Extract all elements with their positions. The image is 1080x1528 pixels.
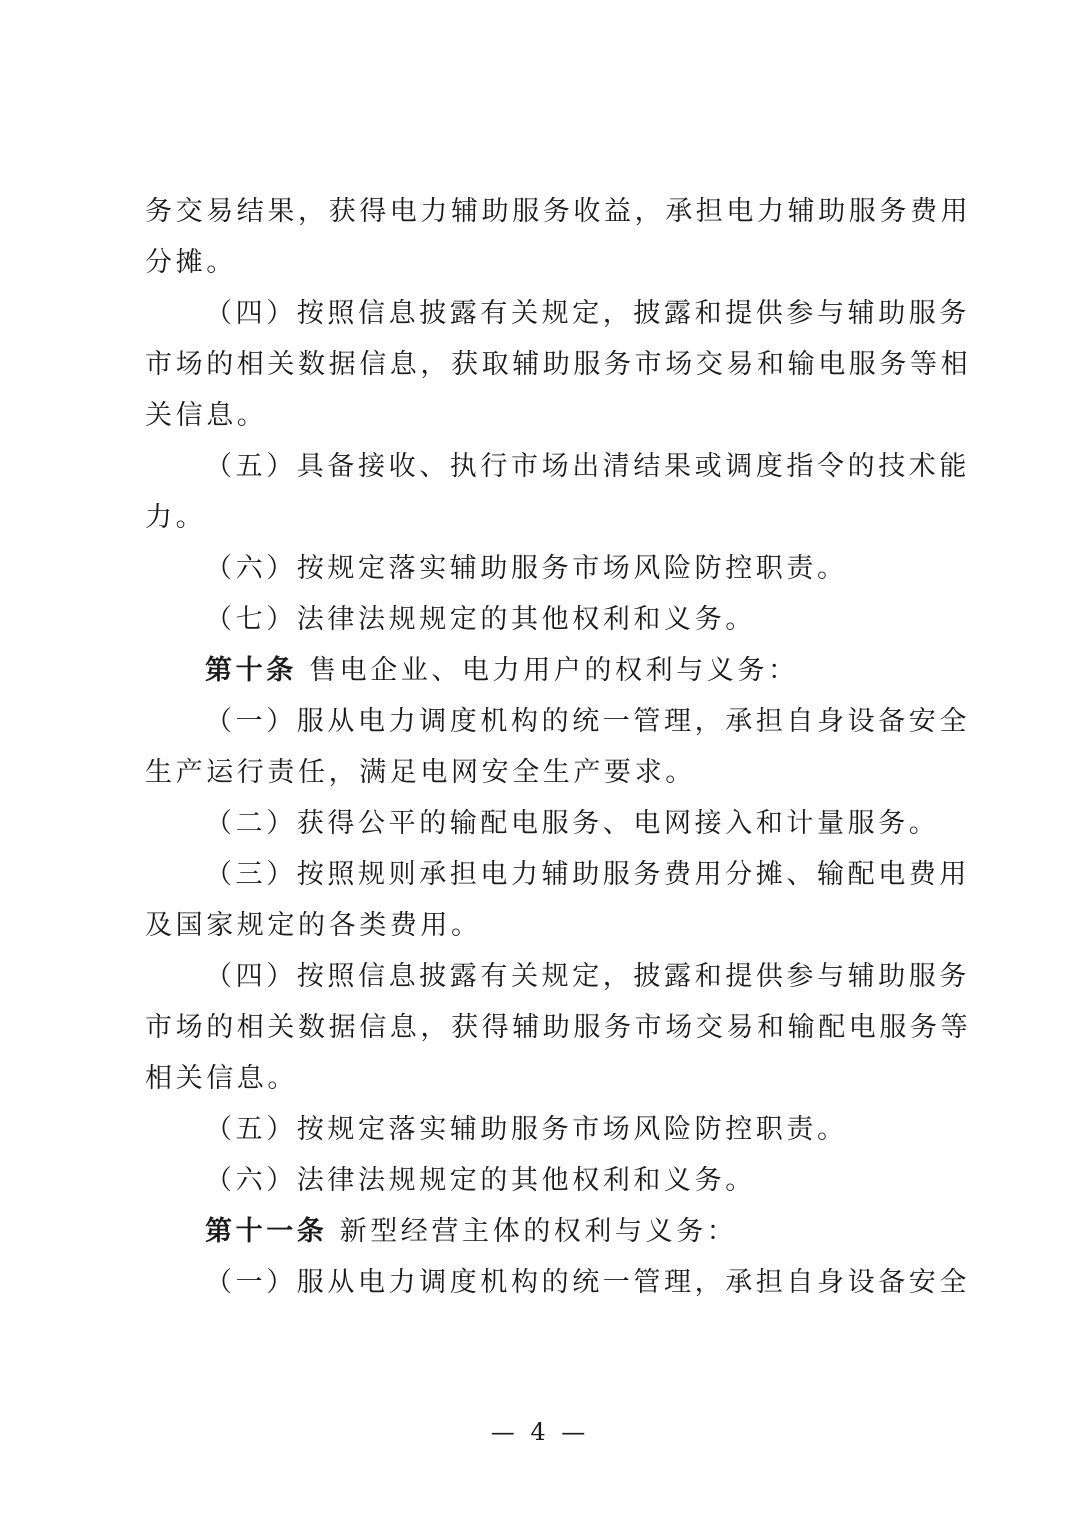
text-line: 关信息。 (145, 400, 268, 431)
text-line: （一）服从电力调度机构的统一管理，承担自身设备安全 (205, 706, 970, 737)
text-line: （五）具备接收、执行市场出清结果或调度指令的技术能 (205, 451, 970, 482)
text-line: 生产运行责任，满足电网安全生产要求。 (145, 757, 696, 788)
article-title: 售电企业、电力用户的权利与义务： (309, 655, 799, 686)
text-line: （五）按规定落实辅助服务市场风险防控职责。 (205, 1114, 848, 1145)
text-line: 力。 (145, 502, 207, 533)
page-number: — 4 — (490, 1418, 590, 1446)
text-line: 市场的相关数据信息，获得辅助服务市场交易和输配电服务等 (145, 1012, 972, 1043)
text-line: 务交易结果，获得电力辅助服务收益，承担电力辅助服务费用 (145, 196, 972, 227)
text-line: （二）获得公平的输配电服务、电网接入和计量服务。 (205, 808, 940, 839)
text-line: （七）法律法规规定的其他权利和义务。 (205, 604, 756, 635)
text-line: 市场的相关数据信息，获取辅助服务市场交易和输电服务等相 (145, 349, 972, 380)
article-heading (205, 647, 799, 695)
text-line: （四）按照信息披露有关规定，披露和提供参与辅助服务 (205, 298, 970, 329)
text-line: （六）法律法规规定的其他权利和义务。 (205, 1165, 756, 1196)
text-line: （六）按规定落实辅助服务市场风险防控职责。 (205, 553, 848, 584)
article-number: 第十一条 (205, 1216, 328, 1247)
article-title: 新型经营主体的权利与义务： (339, 1216, 738, 1247)
text-line: （四）按照信息披露有关规定，披露和提供参与辅助服务 (205, 961, 970, 992)
text-line: 分摊。 (145, 247, 237, 278)
article-number: 第十条 (205, 655, 297, 686)
article-heading (205, 1208, 737, 1256)
text-line: （一）服从电力调度机构的统一管理，承担自身设备安全 (205, 1267, 970, 1298)
text-line: 相关信息。 (145, 1063, 298, 1094)
text-line: （三）按照规则承担电力辅助服务费用分摊、输配电费用 (205, 859, 970, 890)
text-line: 及国家规定的各类费用。 (145, 910, 482, 941)
